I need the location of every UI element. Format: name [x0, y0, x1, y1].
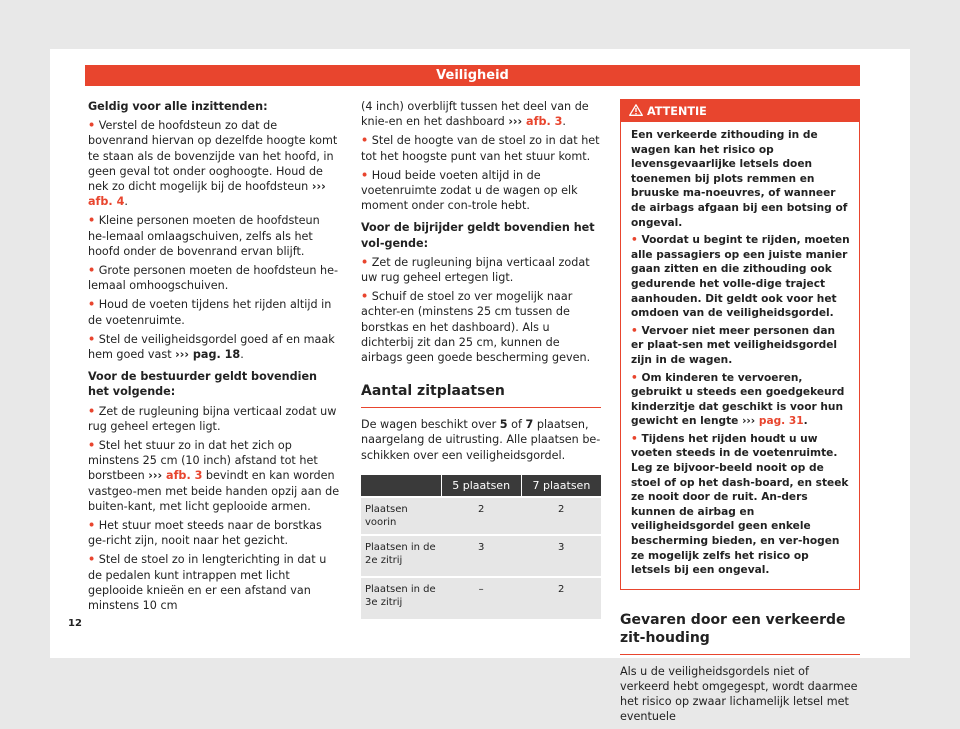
heading-driver: Voor de bestuurder geldt bovendien het volgende:	[88, 370, 317, 399]
seats-description: De wagen beschikt over 5 of 7 plaatsen, naargelang de uitrusting. Alle plaatsen be-schikken over een veiligheidsgordel.	[361, 418, 601, 462]
table-row	[361, 535, 601, 577]
table-cell: 3	[521, 535, 601, 577]
column-2	[361, 99, 601, 619]
ref-link[interactable]: afb. 3	[526, 115, 563, 129]
bullet-driver-seat-position: • Stel de stoel zo in lengterichting in dat u de pedalen kunt intrappen met licht geplooide knieën en er een afstand van minstens 10 cm	[88, 553, 327, 613]
heading-all-occupants: Geldig voor alle inzittenden:	[88, 100, 268, 113]
table-header: 7 plaatsen	[521, 475, 601, 497]
table-cell: Plaatsen in de 3e zitrij	[361, 577, 441, 619]
table-cell: 3	[441, 535, 521, 577]
column-1	[88, 99, 340, 617]
warning-bullet: • Voordat u begint te rijden, moeten alle passagiers op een juiste manier gaan zitten en die zithouding ook gedurende het volle-dige traject aanhouden. Dit geldt ook voor het omdoen van de veiligheidsgordel.	[631, 234, 850, 320]
table-cell: 2	[441, 497, 521, 535]
bullet-tall-persons: • Grote personen moeten de hoofdsteun he-lemaal omhoogschuiven.	[88, 264, 339, 293]
bullet-feet: • Houd de voeten tijdens het rijden altijd in de voetenruimte.	[88, 298, 332, 327]
warning-header	[621, 100, 859, 122]
table-header	[361, 475, 441, 497]
table-cell: Plaatsen in de 2e zitrij	[361, 535, 441, 577]
continued-text: (4 inch) overblijft tussen het deel van de knie-en en het dashboard ››› afb. 3.	[361, 100, 589, 129]
table-cell: –	[441, 577, 521, 619]
ref-link[interactable]: pag. 18	[192, 348, 241, 362]
heading-passenger: Voor de bijrijder geldt bovendien het vol-gende:	[361, 221, 595, 250]
warning-body	[621, 122, 859, 589]
bullet-driver-backrest: • Zet de rugleuning bijna verticaal zodat uw rug geheel ertegen ligt.	[88, 404, 337, 433]
bullet-headrest: • Verstel de hoofdsteun zo dat de bovenrand hiervan op dezelfde hoogte komt te staan als de bovenzijde van het hoofd, in geen geval tot onder ooghoogte. Houd de nek zo dicht mogelijk bij de hoofdsteun ››› afb. 4.	[88, 119, 338, 209]
bullet-driver-wheel: • Stel het stuur zo in dat het zich op minstens 25 cm (10 inch) afstand tot het borstbeen ››› afb. 3 bevindt en kan worden vastgeo-men met beide handen opzij aan de buiten-kant, met licht geplooide armen.	[88, 439, 340, 513]
bullet-passenger-backrest: • Zet de rugleuning bijna verticaal zodat uw rug geheel ertegen ligt.	[361, 255, 590, 285]
table-cell: 2	[521, 577, 601, 619]
bullet-seat-height: • Stel de hoogte van de stoel zo in dat het tot het hoogste punt van het stuur komt.	[361, 134, 600, 163]
table-header: 5 plaatsen	[441, 475, 521, 497]
warning-bullet: • Tijdens het rijden houdt u uw voeten steeds in de voetenruimte. Leg ze bijvoor-beeld nooit op de stoel of op het dash-board, en steek ze nooit door de ruit. An-ders kunnen de airbag en veiligheidsgordel geen enkele bescherming bieden, en ver-hogen ze mogelijk zelfs het risico op letsels bij een ongeval.	[631, 432, 849, 577]
warning-title: ATTENTIE	[647, 105, 707, 118]
warning-box	[620, 99, 860, 590]
ref-link[interactable]: pag. 31	[758, 415, 804, 428]
table-cell: 2	[521, 497, 601, 535]
table-row	[361, 577, 601, 619]
warning-triangle-icon	[629, 104, 643, 116]
column-3	[620, 99, 860, 729]
table-row	[361, 497, 601, 535]
ref-link[interactable]: afb. 3	[166, 469, 203, 483]
posture-description: Als u de veiligheidsgordels niet of verkeerd hebt omgegespt, wordt daarmee het risico op zwaar lichamelijk letsel met eventuele	[620, 664, 858, 724]
bullet-passenger-seat: • Schuif de stoel zo ver mogelijk naar achter-en (minstens 25 cm tussen de borstkas en het dashboard). Als u dichterbij zit dan 25 cm, kunnen de airbags geen goede bescherming geven.	[361, 290, 591, 365]
bullet-driver-wheel-direction: • Het stuur moet steeds naar de borstkas ge-richt zijn, nooit naar het gezicht.	[88, 519, 322, 548]
table-cell: Plaatsen voorin	[361, 497, 441, 535]
ref-link[interactable]: afb. 4	[88, 195, 125, 209]
section-title-seats: Aantal zitplaatsen	[361, 375, 601, 408]
bullet-feet-control: • Houd beide voeten altijd in de voetenruimte zodat u de wagen op elk moment onder con-trole hebt.	[361, 168, 578, 213]
warning-intro: Een verkeerde zithouding in de wagen kan het risico op levensgevaarlijke letsels doen toenemen bij plots remmen en bruuske ma-noeuvres, of wanneer de airbags afgaan bij een botsing of ongeval.	[631, 129, 848, 229]
warning-bullet: • Om kinderen te vervoeren, gebruikt u steeds een goedgekeurd kinderzitje dat geschikt is voor hun gewicht en lengte ››› pag. 31.	[631, 371, 845, 428]
warning-bullet: • Vervoer niet meer personen dan er plaat-sen met veiligheidsgordel zijn in de wagen.	[631, 324, 838, 366]
page-number: 12	[68, 618, 82, 629]
page-header: Veiligheid	[85, 65, 860, 86]
table-header-row	[361, 475, 601, 497]
bullet-seatbelt: • Stel de veiligheidsgordel goed af en maak hem goed vast ››› pag. 18.	[88, 332, 335, 362]
section-title-posture: Gevaren door een verkeerde zit-houding	[620, 604, 860, 655]
bullet-small-persons: • Kleine personen moeten de hoofdsteun he-lemaal omlaagschuiven, zelfs als het hoofd onder de bovenrand ervan blijft.	[88, 214, 320, 258]
seats-table	[361, 475, 601, 619]
